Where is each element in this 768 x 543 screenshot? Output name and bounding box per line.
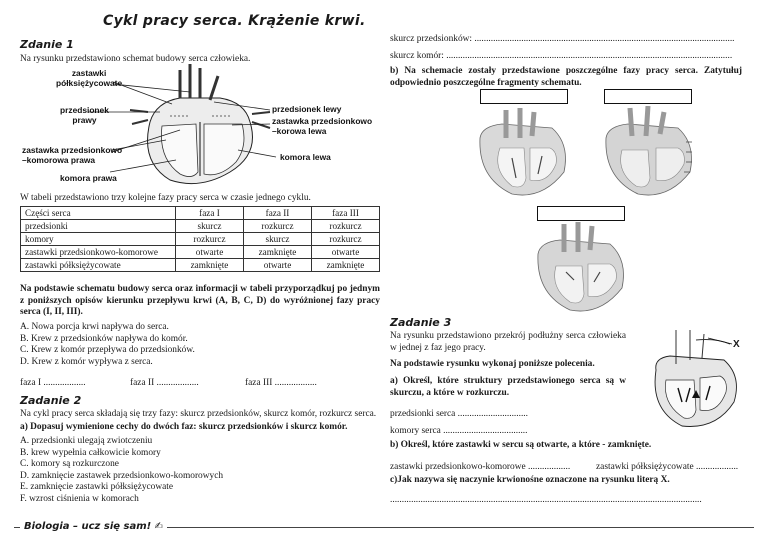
list-item: C. Krew z komór przepływa do przedsionków. [20,345,195,355]
task3-c: c)Jak nazywa się naczynie krwionośne oznaczone na rysunku literą X. [390,475,670,485]
phase-diagram-1 [472,108,572,198]
faza-1-answer[interactable]: faza I .................. [20,378,86,388]
label-przedsionek-lewy: przedsionek lewy [272,104,342,114]
answer-line-skurcz-przedsionkow[interactable]: skurcz przedsionków: ............................................................................................................... [390,34,735,44]
label-zastawki-polksiezycowate: zastawki półksiężycowate [56,68,123,88]
answer-przedsionki[interactable]: przedsionki serca .............................. [390,409,528,419]
table-cell: komory [21,233,176,246]
list-item: D. zamknięcie zastawek przedsionkowo-komorowych [20,470,224,481]
heart-section-diagram [636,330,746,430]
table-cell: zastawki przedsionkowo-komorowe [21,246,176,259]
table-cell: zamknięte [244,246,312,259]
table-cell: skurcz [176,220,244,233]
phase-title-box-1[interactable] [480,89,568,104]
task2-a: a) Dopasuj wymienione cechy do dwóch faz: skurcz przedsionków i skurcz komór. [20,422,348,432]
faza-2-answer[interactable]: faza II .................. [130,378,199,388]
table-row [21,220,380,233]
label-przedsionek-prawy: przedsionek prawy [60,105,109,125]
task1-b: b) Na schemacie zostały przedstawione poszczególne fazy pracy serca. Zatytułuj odpowiednio poszczególne fragmenty schematu. [390,66,742,88]
table-header-cell: faza III [312,207,380,220]
list-item: B. krew wypełnia całkowicie komory [20,447,161,458]
answer-line-skurcz-komor[interactable]: skurcz komór: .......................................................................................................................... [390,51,733,61]
phase-diagram-2 [598,106,698,198]
table-cell: skurcz [244,233,312,246]
faza-3-answer[interactable]: faza III .................. [245,378,317,388]
task3-a: a) Określ, które struktury przedstawionego serca są w skurczu, a które w rozkurczu. [390,376,626,398]
task1-instruction: Na podstawie schematu budowy serca oraz informacji w tabeli przyporządkuj po jednym z poniższych opisów kierunku przepływu krwi (A, B, C, D) do wyróżnionej fazy pracy serca (I, II, III). [20,284,380,317]
table-header-cell: faza II [244,207,312,220]
phase-title-box-3[interactable] [537,206,625,221]
list-item: C. komory są rozkurczone [20,459,119,470]
list-item: B. Krew z przedsionków napływa do komór. [20,333,188,344]
table-cell: rozkurcz [244,220,312,233]
table-cell: rozkurcz [312,233,380,246]
table-row [21,233,380,246]
footer-label: Biologia – ucz się sam! ✍ [20,521,167,532]
answer-zastawki-polks[interactable]: zastawki półksiężycowate .................. [596,462,739,472]
task3-b: b) Określ, które zastawki w sercu są otwarte, a które - zamknięte. [390,440,652,450]
table-cell: otwarte [244,259,312,272]
answer-zastawki-pk[interactable]: zastawki przedsionkowo-komorowe .................. [390,462,571,472]
table-header-row [21,207,380,220]
table-intro: W tabeli przedstawiono trzy kolejne fazy pracy serca w czasie jednego cyklu. [20,193,311,203]
task3-intro: Na rysunku przedstawiono przekrój podłużny serca człowieka w jednej z faz jego pracy. [390,331,626,353]
answer-komory[interactable]: komory serca .................................... [390,426,528,436]
table-cell: otwarte [312,246,380,259]
list-item: A. przedsionki ulegają zwiotczeniu [20,436,153,446]
table-header-cell: faza I [176,207,244,220]
label-komora-prawa: komora prawa [60,173,117,183]
answer-line-vessel[interactable]: ..................................................................................................................................... [390,495,702,505]
table-cell: przedsionki [21,220,176,233]
table-header-cell: Części serca [21,207,176,220]
table-cell: otwarte [176,246,244,259]
task1-options [20,322,195,368]
label-zastawka-pk-lewa: zastawka przedsionkowo –korowa lewa [272,116,373,136]
task1-heading: Zdanie 1 [20,38,74,51]
table-cell: rozkurcz [312,220,380,233]
list-item: A. Nowa porcja krwi napływa do serca. [20,322,169,332]
label-komora-lewa: komora lewa [280,152,331,162]
page-title: Cykl pracy serca. Krążenie krwi. [103,13,366,29]
task3-heading: Zadanie 3 [390,316,452,329]
task2-intro: Na cykl pracy serca składają się trzy fazy: skurcz przedsionków, skurcz komór, rozkurcz serca. [20,409,377,419]
task2-options [20,436,223,506]
list-item: E. zamknięcie zastawki półksiężycowate [20,482,174,493]
task3-instruction: Na podstawie rysunku wykonaj poniższe polecenia. [390,359,595,369]
list-item: F. wzrost ciśnienia w komorach [20,493,139,504]
vessel-x-label: X [733,339,740,350]
table-cell: zamknięte [312,259,380,272]
list-item: D. Krew z komór wypływa z serca. [20,356,153,367]
table-row [21,259,380,272]
task1-intro: Na rysunku przedstawiono schemat budowy serca człowieka. [20,54,251,64]
table-cell: rozkurcz [176,233,244,246]
task2-heading: Zadanie 2 [20,394,82,407]
phase-diagram-3 [530,222,630,314]
table-cell: zamknięte [176,259,244,272]
label-zastawka-pk-prawa: zastawka przedsionkowo –komorowa prawa [22,145,123,165]
table-row [21,246,380,259]
phase-title-box-2[interactable] [604,89,692,104]
phases-table [20,206,380,272]
table-cell: zastawki półksiężycowate [21,259,176,272]
